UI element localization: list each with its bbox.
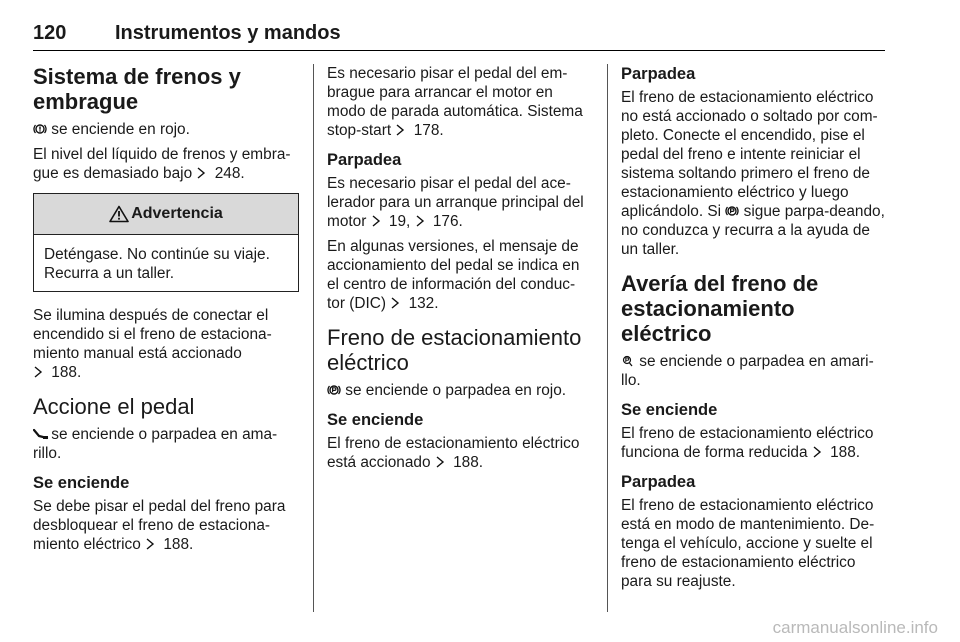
paragraph: Se ilumina después de conectar el encendido si el freno de estaciona-miento manual está accionado 188.: [33, 307, 272, 381]
reference-arrow-icon: [196, 166, 210, 180]
section-title: Instrumentos y mandos: [115, 22, 341, 44]
heading-flashes: Parpadea: [327, 151, 402, 169]
paragraph: Es necesario pisar el pedal del ace-lerador para un arranque principal del motor 19, 176.: [327, 175, 584, 230]
reference-arrow-icon: [371, 214, 385, 228]
page-header: [33, 22, 885, 51]
heading-brake-system: Sistema de frenos y embrague: [33, 64, 241, 114]
brake-warning-icon: [33, 122, 47, 136]
paragraph: En algunas versiones, el mensaje de accionamiento del pedal se indica en el centro de información del conduc-tor (DIC) 132.: [327, 238, 580, 312]
paragraph: se enciende o parpadea en amari-llo.: [621, 353, 874, 389]
paragraph: El freno de estacionamiento eléctrico funciona de forma reducida 188.: [621, 425, 874, 461]
heading-flashes: Parpadea: [621, 473, 696, 491]
warning-header: [34, 194, 298, 235]
paragraph: se enciende o parpadea en rojo.: [327, 381, 593, 400]
column-divider: [313, 64, 314, 612]
paragraph: Se debe pisar el pedal del freno para desbloquear el freno de estaciona-miento eléctrico 188.: [33, 498, 286, 553]
paragraph: El nivel del líquido de frenos y embra-gue es demasiado bajo 248.: [33, 146, 291, 182]
parking-brake-icon: [327, 383, 341, 397]
heading-press-pedal: Accione el pedal: [33, 394, 195, 419]
paragraph: Es necesario pisar el pedal del em-brague para arrancar el motor en modo de parada automática. Sistema stop-start 178.: [327, 65, 583, 139]
reference-arrow-icon: [415, 214, 429, 228]
reference-arrow-icon: [145, 537, 159, 551]
pedal-icon: [33, 427, 47, 441]
reference-arrow-icon: [33, 365, 47, 379]
paragraph: El freno de estacionamiento eléctrico está en modo de mantenimiento. De-tenga el vehículo, accione y suelte el freno de estacionamiento eléctrico para su reajuste.: [621, 497, 875, 590]
column-divider: [607, 64, 608, 612]
warning-triangle-icon: [109, 205, 129, 223]
heading-parking-brake-fault: Avería del freno de estacionamiento eléctrico: [621, 271, 819, 346]
page-number: 120: [33, 22, 67, 44]
parking-brake-icon: [725, 204, 739, 218]
warning-box: [33, 193, 299, 292]
heading-flashes: Parpadea: [621, 65, 696, 83]
watermark: carmanualsonline.info: [772, 618, 938, 637]
parking-brake-fault-icon: [621, 354, 635, 368]
reference-arrow-icon: [812, 445, 826, 459]
reference-arrow-icon: [390, 296, 404, 310]
paragraph: El freno de estacionamiento eléctrico está accionado 188.: [327, 435, 580, 471]
column-1: [33, 64, 299, 560]
warning-text: Deténgase. No continúe su viaje. Recurra a un taller.: [44, 246, 270, 282]
heading-turns-on: Se enciende: [327, 411, 424, 429]
paragraph: El freno de estacionamiento eléctrico no está accionado o soltado por com-pleto. Conecte el encendido, pise el pedal del freno e intente reiniciar el sistema soltando primero el freno de estacionamiento eléctrico y luego aplicándolo. Si sigue parpa-deando, no conduzca y recurra a la ayuda de un taller.: [621, 89, 885, 258]
column-2: [327, 64, 593, 478]
column-3: [621, 64, 887, 597]
paragraph: se enciende en rojo.: [33, 120, 299, 139]
reference-arrow-icon: [395, 123, 409, 137]
paragraph: se enciende o parpadea en ama-rillo.: [33, 426, 278, 462]
warning-title: Advertencia: [131, 205, 223, 222]
warning-body: [34, 235, 298, 291]
heading-electric-parking-brake: Freno de estacionamiento eléctrico: [327, 325, 582, 375]
reference-arrow-icon: [435, 455, 449, 469]
heading-turns-on: Se enciende: [621, 401, 718, 419]
heading-turns-on: Se enciende: [33, 474, 130, 492]
